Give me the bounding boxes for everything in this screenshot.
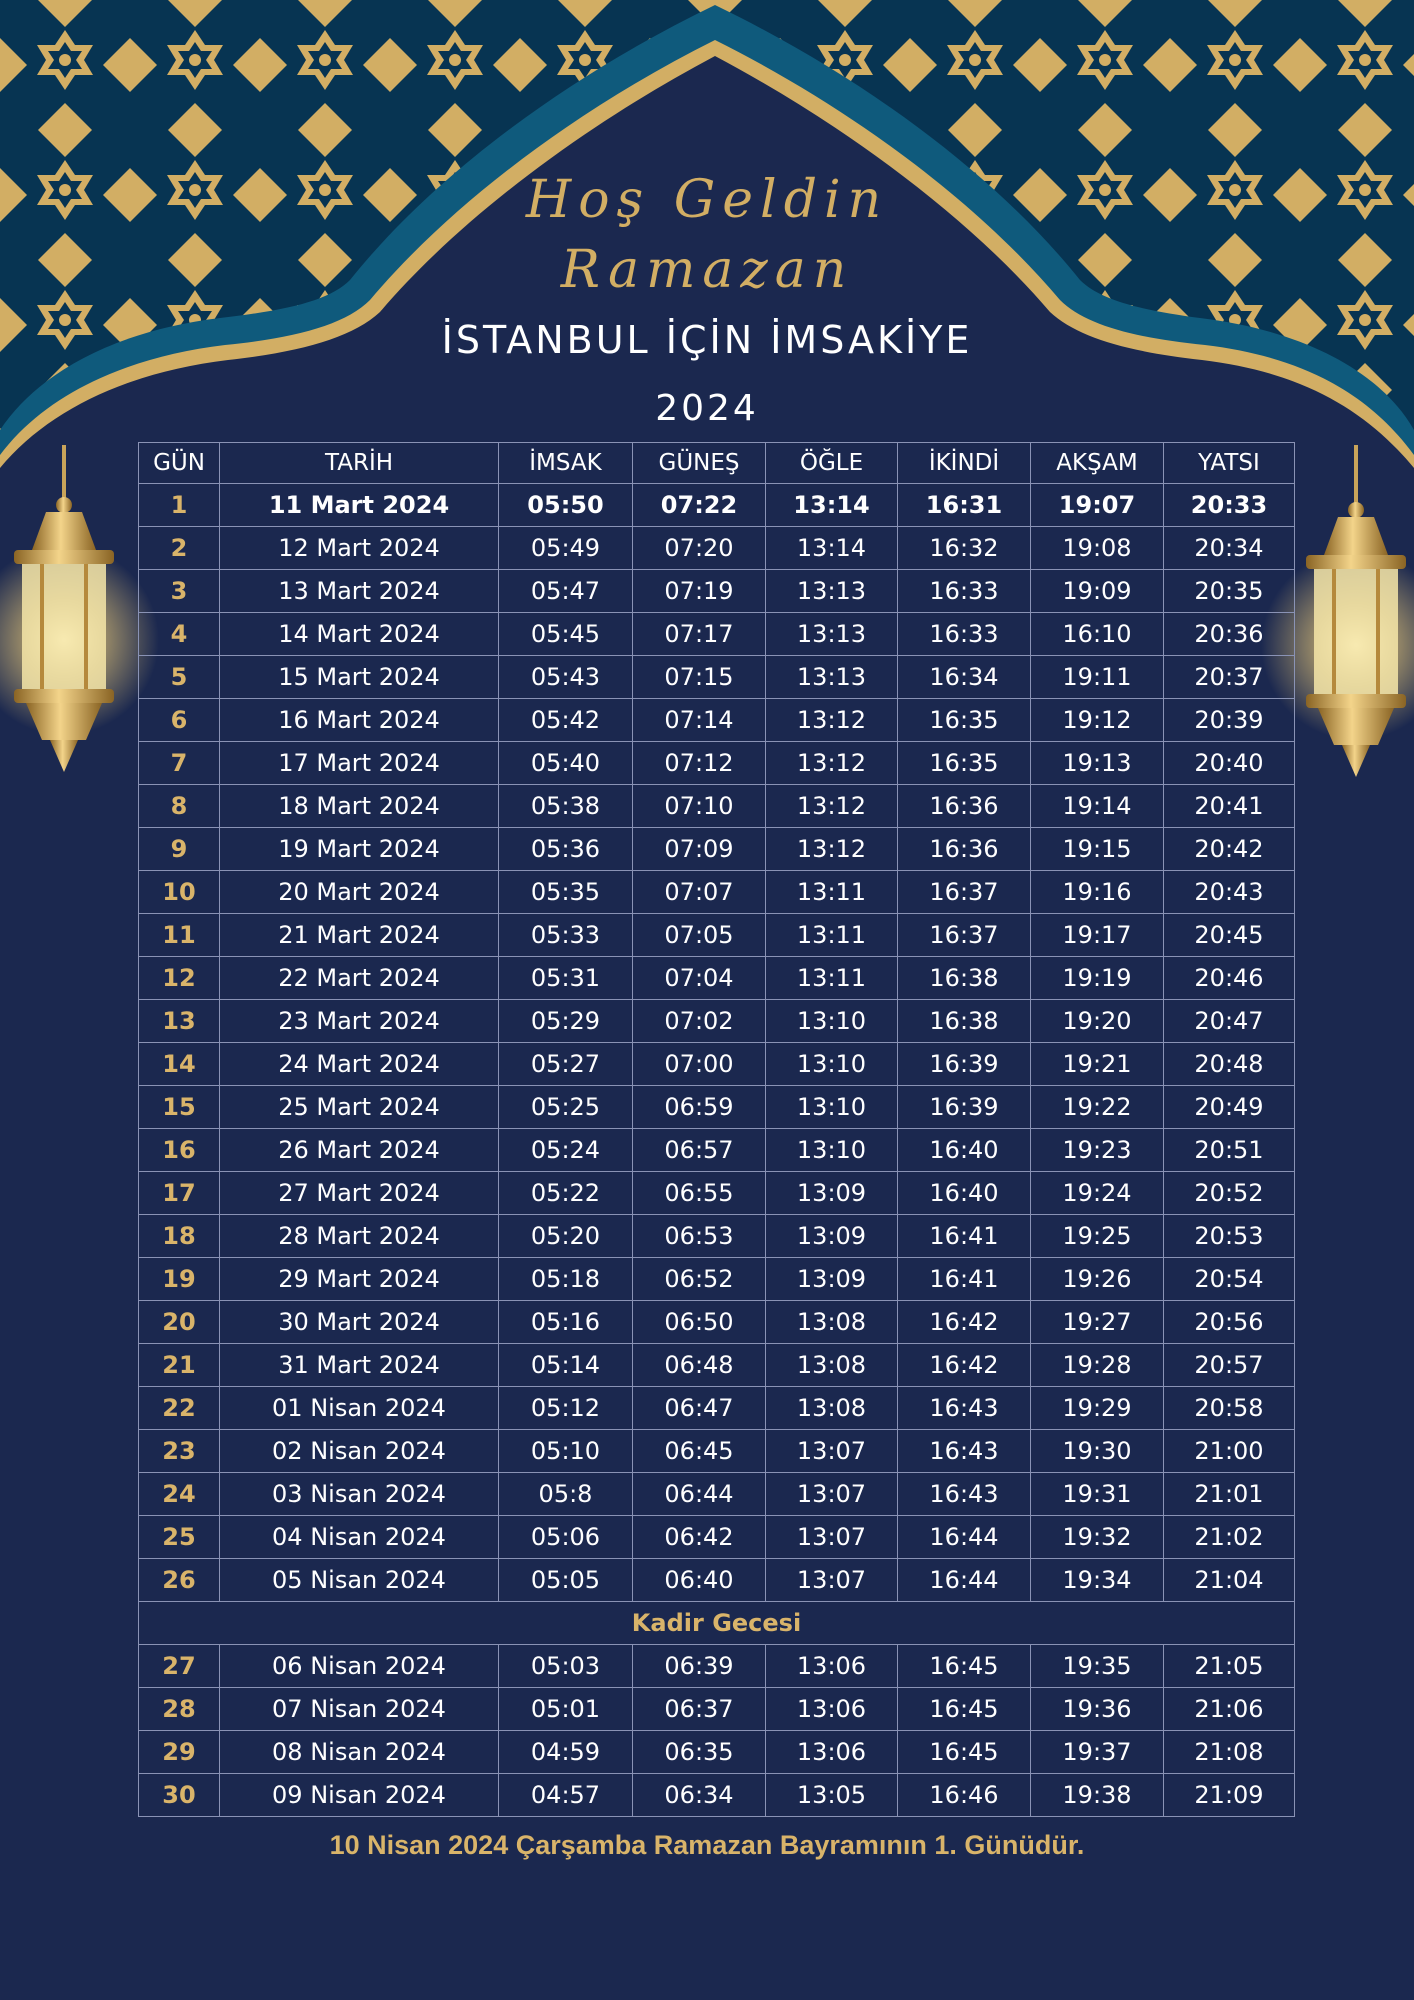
ikindi-cell: 16:45 — [898, 1645, 1031, 1688]
imsak-cell: 05:16 — [499, 1301, 633, 1344]
day-cell: 22 — [139, 1387, 220, 1430]
gunes-cell: 07:19 — [633, 570, 766, 613]
header-aksam: AKŞAM — [1031, 443, 1164, 484]
date-cell: 21 Mart 2024 — [220, 914, 499, 957]
gunes-cell: 06:55 — [633, 1172, 766, 1215]
yatsi-cell: 20:48 — [1164, 1043, 1295, 1086]
date-cell: 30 Mart 2024 — [220, 1301, 499, 1344]
table-row — [139, 957, 1295, 1000]
ogle-cell: 13:10 — [766, 1129, 898, 1172]
ikindi-cell: 16:40 — [898, 1129, 1031, 1172]
ogle-cell: 13:07 — [766, 1516, 898, 1559]
day-cell: 14 — [139, 1043, 220, 1086]
yatsi-cell: 20:52 — [1164, 1172, 1295, 1215]
imsak-cell: 05:20 — [499, 1215, 633, 1258]
aksam-cell: 19:17 — [1031, 914, 1164, 957]
date-cell: 28 Mart 2024 — [220, 1215, 499, 1258]
aksam-cell: 19:32 — [1031, 1516, 1164, 1559]
ikindi-cell: 16:40 — [898, 1172, 1031, 1215]
table-row — [139, 1129, 1295, 1172]
imsak-cell: 05:45 — [499, 613, 633, 656]
gunes-cell: 06:59 — [633, 1086, 766, 1129]
table-row — [139, 1000, 1295, 1043]
date-cell: 17 Mart 2024 — [220, 742, 499, 785]
imsak-cell: 05:22 — [499, 1172, 633, 1215]
gunes-cell: 06:42 — [633, 1516, 766, 1559]
ogle-cell: 13:11 — [766, 871, 898, 914]
yatsi-cell: 20:54 — [1164, 1258, 1295, 1301]
aksam-cell: 19:11 — [1031, 656, 1164, 699]
aksam-cell: 16:10 — [1031, 613, 1164, 656]
yatsi-cell: 20:39 — [1164, 699, 1295, 742]
gunes-cell: 07:09 — [633, 828, 766, 871]
aksam-cell: 19:23 — [1031, 1129, 1164, 1172]
yatsi-cell: 20:34 — [1164, 527, 1295, 570]
aksam-cell: 19:38 — [1031, 1774, 1164, 1817]
date-cell: 18 Mart 2024 — [220, 785, 499, 828]
date-cell: 23 Mart 2024 — [220, 1000, 499, 1043]
gunes-cell: 07:00 — [633, 1043, 766, 1086]
footer-note: 10 Nisan 2024 Çarşamba Ramazan Bayramının 1. Günüdür. — [329, 1830, 1085, 1860]
ikindi-cell: 16:33 — [898, 570, 1031, 613]
yatsi-cell: 21:02 — [1164, 1516, 1295, 1559]
yatsi-cell: 21:04 — [1164, 1559, 1295, 1602]
gunes-cell: 06:40 — [633, 1559, 766, 1602]
date-cell: 04 Nisan 2024 — [220, 1516, 499, 1559]
header-gunes: GÜNEŞ — [633, 443, 766, 484]
table-row — [139, 613, 1295, 656]
aksam-cell: 19:29 — [1031, 1387, 1164, 1430]
yatsi-cell: 20:35 — [1164, 570, 1295, 613]
table-row — [139, 1344, 1295, 1387]
aksam-cell: 19:19 — [1031, 957, 1164, 1000]
yatsi-cell: 20:56 — [1164, 1301, 1295, 1344]
day-cell: 30 — [139, 1774, 220, 1817]
ikindi-cell: 16:46 — [898, 1774, 1031, 1817]
gunes-cell: 07:15 — [633, 656, 766, 699]
day-cell: 19 — [139, 1258, 220, 1301]
date-cell: 05 Nisan 2024 — [220, 1559, 499, 1602]
aksam-cell: 19:37 — [1031, 1731, 1164, 1774]
ogle-cell: 13:13 — [766, 656, 898, 699]
aksam-cell: 19:08 — [1031, 527, 1164, 570]
day-cell: 8 — [139, 785, 220, 828]
table-row — [139, 1043, 1295, 1086]
day-cell: 11 — [139, 914, 220, 957]
imsak-cell: 05:38 — [499, 785, 633, 828]
date-cell: 31 Mart 2024 — [220, 1344, 499, 1387]
imsak-cell: 04:57 — [499, 1774, 633, 1817]
date-cell: 16 Mart 2024 — [220, 699, 499, 742]
gunes-cell: 07:02 — [633, 1000, 766, 1043]
imsak-cell: 05:24 — [499, 1129, 633, 1172]
gunes-cell: 06:50 — [633, 1301, 766, 1344]
imsak-cell: 05:47 — [499, 570, 633, 613]
ogle-cell: 13:12 — [766, 699, 898, 742]
day-cell: 6 — [139, 699, 220, 742]
ikindi-cell: 16:31 — [898, 484, 1031, 527]
day-cell: 16 — [139, 1129, 220, 1172]
table-row — [139, 1258, 1295, 1301]
date-cell: 14 Mart 2024 — [220, 613, 499, 656]
ikindi-cell: 16:41 — [898, 1258, 1031, 1301]
date-cell: 26 Mart 2024 — [220, 1129, 499, 1172]
imsak-cell: 05:43 — [499, 656, 633, 699]
ogle-cell: 13:09 — [766, 1215, 898, 1258]
table-row — [139, 1473, 1295, 1516]
aksam-cell: 19:24 — [1031, 1172, 1164, 1215]
aksam-cell: 19:20 — [1031, 1000, 1164, 1043]
table-row — [139, 699, 1295, 742]
ogle-cell: 13:05 — [766, 1774, 898, 1817]
date-cell: 19 Mart 2024 — [220, 828, 499, 871]
imsak-cell: 05:18 — [499, 1258, 633, 1301]
ikindi-cell: 16:39 — [898, 1086, 1031, 1129]
ikindi-cell: 16:35 — [898, 699, 1031, 742]
aksam-cell: 19:27 — [1031, 1301, 1164, 1344]
table-row — [139, 742, 1295, 785]
day-cell: 29 — [139, 1731, 220, 1774]
yatsi-cell: 20:49 — [1164, 1086, 1295, 1129]
table-row — [139, 1731, 1295, 1774]
ogle-cell: 13:10 — [766, 1000, 898, 1043]
date-cell: 22 Mart 2024 — [220, 957, 499, 1000]
ikindi-cell: 16:38 — [898, 1000, 1031, 1043]
yatsi-cell: 20:58 — [1164, 1387, 1295, 1430]
imsak-cell: 05:8 — [499, 1473, 633, 1516]
table-row — [139, 785, 1295, 828]
imsak-cell: 04:59 — [499, 1731, 633, 1774]
yatsi-cell: 21:06 — [1164, 1688, 1295, 1731]
yatsi-cell: 20:53 — [1164, 1215, 1295, 1258]
gunes-cell: 07:10 — [633, 785, 766, 828]
day-cell: 27 — [139, 1645, 220, 1688]
table-row — [139, 656, 1295, 699]
yatsi-cell: 20:51 — [1164, 1129, 1295, 1172]
ikindi-cell: 16:41 — [898, 1215, 1031, 1258]
aksam-cell: 19:35 — [1031, 1645, 1164, 1688]
table-row — [139, 1086, 1295, 1129]
date-cell: 06 Nisan 2024 — [220, 1645, 499, 1688]
day-cell: 4 — [139, 613, 220, 656]
yatsi-cell: 20:41 — [1164, 785, 1295, 828]
ogle-cell: 13:06 — [766, 1645, 898, 1688]
gunes-cell: 06:39 — [633, 1645, 766, 1688]
imsak-cell: 05:12 — [499, 1387, 633, 1430]
header-ikindi: İKİNDİ — [898, 443, 1031, 484]
day-cell: 20 — [139, 1301, 220, 1344]
yatsi-cell: 21:09 — [1164, 1774, 1295, 1817]
ikindi-cell: 16:43 — [898, 1387, 1031, 1430]
yatsi-cell: 20:47 — [1164, 1000, 1295, 1043]
imsak-cell: 05:33 — [499, 914, 633, 957]
yatsi-cell: 21:08 — [1164, 1731, 1295, 1774]
ikindi-cell: 16:45 — [898, 1731, 1031, 1774]
imsak-cell: 05:49 — [499, 527, 633, 570]
yatsi-cell: 20:45 — [1164, 914, 1295, 957]
gunes-cell: 07:14 — [633, 699, 766, 742]
header-imsak: İMSAK — [499, 443, 633, 484]
date-cell: 01 Nisan 2024 — [220, 1387, 499, 1430]
table-row — [139, 828, 1295, 871]
ikindi-cell: 16:42 — [898, 1301, 1031, 1344]
date-cell: 13 Mart 2024 — [220, 570, 499, 613]
title-ramazan: Ramazan — [560, 240, 854, 300]
day-cell: 9 — [139, 828, 220, 871]
table-header-row — [139, 443, 1295, 484]
gunes-cell: 06:35 — [633, 1731, 766, 1774]
yatsi-cell: 20:36 — [1164, 613, 1295, 656]
ogle-cell: 13:14 — [766, 527, 898, 570]
day-cell: 18 — [139, 1215, 220, 1258]
ogle-cell: 13:12 — [766, 742, 898, 785]
ikindi-cell: 16:43 — [898, 1473, 1031, 1516]
aksam-cell: 19:30 — [1031, 1430, 1164, 1473]
table-row — [139, 1387, 1295, 1430]
ikindi-cell: 16:38 — [898, 957, 1031, 1000]
day-cell: 1 — [139, 484, 220, 527]
ikindi-cell: 16:32 — [898, 527, 1031, 570]
yatsi-cell: 20:40 — [1164, 742, 1295, 785]
kadir-gecesi-label: Kadir Gecesi — [139, 1602, 1295, 1645]
gunes-cell: 06:47 — [633, 1387, 766, 1430]
gunes-cell: 07:22 — [633, 484, 766, 527]
table-row — [139, 1645, 1295, 1688]
ikindi-cell: 16:43 — [898, 1430, 1031, 1473]
ogle-cell: 13:08 — [766, 1344, 898, 1387]
yatsi-cell: 21:01 — [1164, 1473, 1295, 1516]
ikindi-cell: 16:44 — [898, 1516, 1031, 1559]
gunes-cell: 06:57 — [633, 1129, 766, 1172]
day-cell: 25 — [139, 1516, 220, 1559]
table-row — [139, 1301, 1295, 1344]
ikindi-cell: 16:37 — [898, 914, 1031, 957]
table-row — [139, 1688, 1295, 1731]
date-cell: 25 Mart 2024 — [220, 1086, 499, 1129]
ogle-cell: 13:09 — [766, 1258, 898, 1301]
day-cell: 2 — [139, 527, 220, 570]
date-cell: 09 Nisan 2024 — [220, 1774, 499, 1817]
table-row — [139, 1215, 1295, 1258]
ogle-cell: 13:12 — [766, 785, 898, 828]
table-row — [139, 1430, 1295, 1473]
imsak-cell: 05:06 — [499, 1516, 633, 1559]
ogle-cell: 13:14 — [766, 484, 898, 527]
imsak-cell: 05:27 — [499, 1043, 633, 1086]
ikindi-cell: 16:37 — [898, 871, 1031, 914]
day-cell: 13 — [139, 1000, 220, 1043]
day-cell: 21 — [139, 1344, 220, 1387]
date-cell: 02 Nisan 2024 — [220, 1430, 499, 1473]
aksam-cell: 19:13 — [1031, 742, 1164, 785]
aksam-cell: 19:15 — [1031, 828, 1164, 871]
aksam-cell: 19:07 — [1031, 484, 1164, 527]
ikindi-cell: 16:42 — [898, 1344, 1031, 1387]
ikindi-cell: 16:45 — [898, 1688, 1031, 1731]
date-cell: 12 Mart 2024 — [220, 527, 499, 570]
date-cell: 27 Mart 2024 — [220, 1172, 499, 1215]
gunes-cell: 07:20 — [633, 527, 766, 570]
aksam-cell: 19:25 — [1031, 1215, 1164, 1258]
imsakiye-table — [138, 442, 1295, 1817]
table-row — [139, 570, 1295, 613]
yatsi-cell: 20:43 — [1164, 871, 1295, 914]
aksam-cell: 19:34 — [1031, 1559, 1164, 1602]
ikindi-cell: 16:33 — [898, 613, 1031, 656]
header-ogle: ÖĞLE — [766, 443, 898, 484]
gunes-cell: 06:37 — [633, 1688, 766, 1731]
aksam-cell: 19:12 — [1031, 699, 1164, 742]
header-tarih: TARİH — [220, 443, 499, 484]
ogle-cell: 13:10 — [766, 1086, 898, 1129]
aksam-cell: 19:09 — [1031, 570, 1164, 613]
gunes-cell: 06:48 — [633, 1344, 766, 1387]
yatsi-cell: 20:46 — [1164, 957, 1295, 1000]
ogle-cell: 13:09 — [766, 1172, 898, 1215]
aksam-cell: 19:16 — [1031, 871, 1164, 914]
ogle-cell: 13:06 — [766, 1731, 898, 1774]
date-cell: 29 Mart 2024 — [220, 1258, 499, 1301]
date-cell: 20 Mart 2024 — [220, 871, 499, 914]
day-cell: 10 — [139, 871, 220, 914]
aksam-cell: 19:36 — [1031, 1688, 1164, 1731]
gunes-cell: 07:07 — [633, 871, 766, 914]
gunes-cell: 06:53 — [633, 1215, 766, 1258]
day-cell: 26 — [139, 1559, 220, 1602]
table-row — [139, 871, 1295, 914]
imsak-cell: 05:03 — [499, 1645, 633, 1688]
page-heading: İSTANBUL İÇİN İMSAKİYE — [441, 318, 973, 362]
date-cell: 15 Mart 2024 — [220, 656, 499, 699]
imsak-cell: 05:42 — [499, 699, 633, 742]
day-cell: 12 — [139, 957, 220, 1000]
table-row — [139, 1172, 1295, 1215]
imsak-cell: 05:36 — [499, 828, 633, 871]
table-row — [139, 1774, 1295, 1817]
yatsi-cell: 21:00 — [1164, 1430, 1295, 1473]
ogle-cell: 13:11 — [766, 914, 898, 957]
day-cell: 23 — [139, 1430, 220, 1473]
gunes-cell: 06:44 — [633, 1473, 766, 1516]
ogle-cell: 13:06 — [766, 1688, 898, 1731]
year-label: 2024 — [655, 388, 759, 429]
kadir-gecesi-row — [139, 1602, 1295, 1645]
ogle-cell: 13:07 — [766, 1559, 898, 1602]
imsak-cell: 05:40 — [499, 742, 633, 785]
imsak-cell: 05:10 — [499, 1430, 633, 1473]
ikindi-cell: 16:35 — [898, 742, 1031, 785]
day-cell: 17 — [139, 1172, 220, 1215]
gunes-cell: 07:12 — [633, 742, 766, 785]
table-row — [139, 914, 1295, 957]
aksam-cell: 19:26 — [1031, 1258, 1164, 1301]
imsak-cell: 05:50 — [499, 484, 633, 527]
ikindi-cell: 16:34 — [898, 656, 1031, 699]
day-cell: 3 — [139, 570, 220, 613]
ogle-cell: 13:08 — [766, 1387, 898, 1430]
yatsi-cell: 20:42 — [1164, 828, 1295, 871]
header-gun: GÜN — [139, 443, 220, 484]
ikindi-cell: 16:44 — [898, 1559, 1031, 1602]
ogle-cell: 13:07 — [766, 1430, 898, 1473]
ogle-cell: 13:11 — [766, 957, 898, 1000]
date-cell: 03 Nisan 2024 — [220, 1473, 499, 1516]
ikindi-cell: 16:36 — [898, 828, 1031, 871]
ogle-cell: 13:07 — [766, 1473, 898, 1516]
yatsi-cell: 21:05 — [1164, 1645, 1295, 1688]
imsak-cell: 05:29 — [499, 1000, 633, 1043]
yatsi-cell: 20:33 — [1164, 484, 1295, 527]
yatsi-cell: 20:37 — [1164, 656, 1295, 699]
imsak-cell: 05:31 — [499, 957, 633, 1000]
ikindi-cell: 16:39 — [898, 1043, 1031, 1086]
imsak-cell: 05:35 — [499, 871, 633, 914]
imsak-cell: 05:14 — [499, 1344, 633, 1387]
ogle-cell: 13:12 — [766, 828, 898, 871]
date-cell: 07 Nisan 2024 — [220, 1688, 499, 1731]
title-hos-geldin: Hoş Geldin — [525, 170, 889, 230]
imsak-cell: 05:25 — [499, 1086, 633, 1129]
table-row — [139, 484, 1295, 527]
aksam-cell: 19:31 — [1031, 1473, 1164, 1516]
ogle-cell: 13:13 — [766, 570, 898, 613]
gunes-cell: 07:04 — [633, 957, 766, 1000]
gunes-cell: 06:45 — [633, 1430, 766, 1473]
day-cell: 7 — [139, 742, 220, 785]
day-cell: 5 — [139, 656, 220, 699]
table-row — [139, 1516, 1295, 1559]
gunes-cell: 06:34 — [633, 1774, 766, 1817]
aksam-cell: 19:28 — [1031, 1344, 1164, 1387]
ogle-cell: 13:08 — [766, 1301, 898, 1344]
date-cell: 24 Mart 2024 — [220, 1043, 499, 1086]
table-row — [139, 1559, 1295, 1602]
yatsi-cell: 20:57 — [1164, 1344, 1295, 1387]
day-cell: 15 — [139, 1086, 220, 1129]
aksam-cell: 19:21 — [1031, 1043, 1164, 1086]
ikindi-cell: 16:36 — [898, 785, 1031, 828]
ogle-cell: 13:13 — [766, 613, 898, 656]
aksam-cell: 19:22 — [1031, 1086, 1164, 1129]
date-cell: 08 Nisan 2024 — [220, 1731, 499, 1774]
gunes-cell: 07:05 — [633, 914, 766, 957]
header-yatsi: YATSI — [1164, 443, 1295, 484]
imsak-cell: 05:01 — [499, 1688, 633, 1731]
aksam-cell: 19:14 — [1031, 785, 1164, 828]
day-cell: 24 — [139, 1473, 220, 1516]
table-row — [139, 527, 1295, 570]
date-cell: 11 Mart 2024 — [220, 484, 499, 527]
imsak-cell: 05:05 — [499, 1559, 633, 1602]
gunes-cell: 06:52 — [633, 1258, 766, 1301]
gunes-cell: 07:17 — [633, 613, 766, 656]
ogle-cell: 13:10 — [766, 1043, 898, 1086]
day-cell: 28 — [139, 1688, 220, 1731]
